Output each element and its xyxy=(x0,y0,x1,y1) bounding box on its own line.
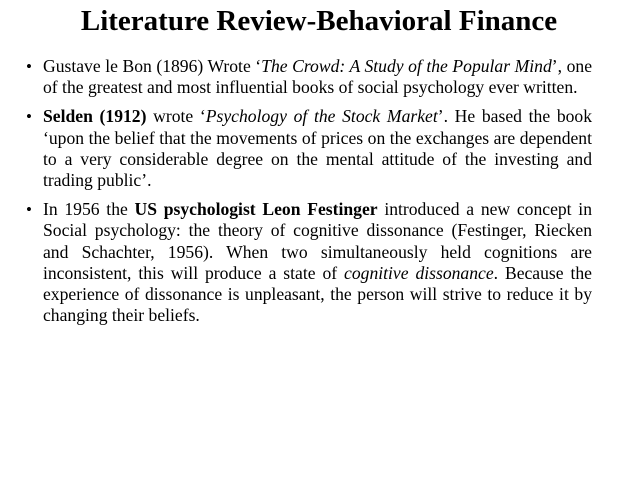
bullet-dot-icon: • xyxy=(26,107,32,127)
bullet-text-segment: In 1956 the xyxy=(43,199,135,220)
bullet-text-segment: ’. He based the book ‘upon the belief that the movements of prices on the exchanges are dependent to a very considerable degree on the mental attitude of the investing and trading public’. xyxy=(43,106,593,191)
bullet-list xyxy=(26,56,592,334)
bullet-text-segment: Selden (1912) xyxy=(43,106,147,127)
slide-title: Literature Review-Behavioral Finance xyxy=(80,5,558,37)
bullet-item xyxy=(26,199,592,326)
bullet-item xyxy=(26,56,592,98)
bullet-text-segment: . Because the experience of dissonance is unpleasant, the person will strive to reduce it by changing their beliefs. xyxy=(43,262,592,326)
bullet-text xyxy=(43,56,592,98)
bullet-text xyxy=(43,199,592,326)
bullet-item xyxy=(26,106,592,191)
bullet-text-segment: The Crowd: A Study of the Popular Mind xyxy=(261,56,552,76)
bullet-text-segment: introduced a new concept in Social psychology: the theory of cognitive dissonance (Festinger, Riecken and Schachter, 1956). When two simultaneously held cognitions are inconsistent, this will produce a state of xyxy=(43,199,592,283)
bullet-text-segment: ’, one of the greatest and most influential books of social psychology ever written. xyxy=(43,56,592,98)
bullet-dot-icon: • xyxy=(26,200,32,220)
bullet-text xyxy=(43,106,592,191)
bullet-text-segment: US psychologist Leon Festinger xyxy=(134,199,378,220)
bullet-dot-icon: • xyxy=(26,57,32,76)
bullet-text-segment: Psychology of the Stock Market xyxy=(205,106,438,127)
bullet-text-segment: wrote ‘ xyxy=(146,106,206,127)
bullet-text-segment: Gustave le Bon (1896) Wrote ‘ xyxy=(43,56,262,76)
bullet-text-segment: cognitive dissonance xyxy=(344,262,494,283)
